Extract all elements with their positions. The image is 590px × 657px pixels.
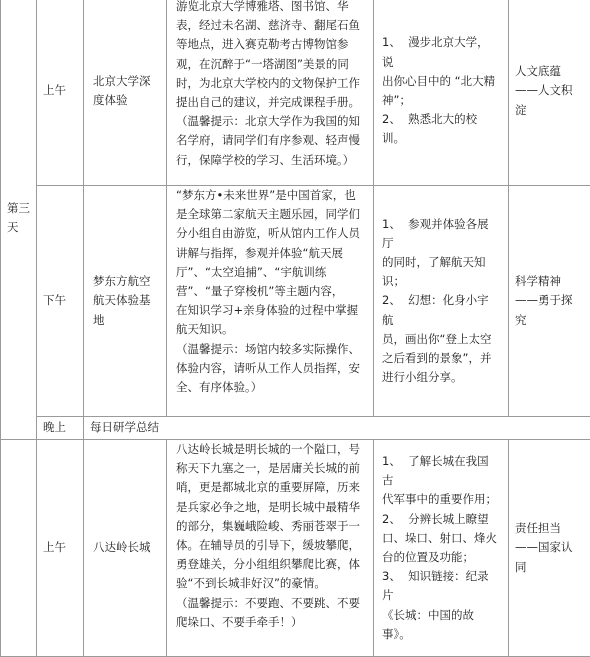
description-line: 名学府，请同学们有序参观、轻声慢 (176, 131, 367, 150)
goal-line: 口、垛口、射口、烽火 (382, 529, 500, 548)
day-cell (1, 440, 37, 657)
goal-line: 进行小组分享。 (382, 368, 500, 387)
description-line: 营”、“量子穿梭机”等主题内容， (176, 282, 367, 301)
description-line: 勇登雄关，分小组组织攀爬比赛，体 (176, 555, 367, 574)
description-line: 全、有序体验。） (176, 378, 367, 397)
table-row (1, 440, 590, 657)
description-line: 八达岭长城是明长城的一个隘口，号 (176, 440, 367, 459)
goal-line: 出你心目中的 “北大精 (382, 72, 500, 91)
description-line: 表，经过未名湖、慈济寺、翻尾石鱼 (176, 16, 367, 35)
description-line: 称天下九塞之一，是居庸关长城的前 (176, 459, 367, 478)
description-line: （温馨提示：场馆内较多实际操作、 (176, 340, 367, 359)
goal-line: 1、 参观并体验各展厅 (382, 215, 500, 253)
description-line: 体验内容，请听从工作人员指挥，安 (176, 359, 367, 378)
goal-line: 1、 漫步北京大学，说 (382, 33, 500, 71)
goal-line: 2、 幻想：化身小宇航 (382, 291, 500, 329)
goal-line: 1、 了解长城在我国古 (382, 452, 500, 490)
day-label: 第三天 (7, 199, 31, 237)
summary-text: 每日研学总结 (90, 420, 159, 434)
goal-line: 员，画出你“登上太空 (382, 330, 500, 349)
description-line: 的部分，集巍峨险峻、秀丽苍翠于一 (176, 517, 367, 536)
value-line: 淀 (515, 101, 584, 120)
value-line: ——人文积 (515, 81, 584, 100)
description-line: 讲解与指挥，参观并体验“航天展 (176, 244, 367, 263)
description-line: 体。在辅导员的引导下，缓坡攀爬， (176, 536, 367, 555)
goal-line: 台的位置及功能； (382, 548, 500, 567)
goal-line: 2、 熟悉北大的校训。 (382, 110, 500, 148)
site-name: 梦东方航空航天体验基地 (93, 272, 160, 330)
site-cell (84, 0, 167, 186)
description-line: 是兵家必争之地，是明长城中最精华 (176, 498, 367, 517)
description-line: 在知识学习+亲身体验的过程中掌握 (176, 301, 367, 320)
description-line: 是全球第二家航天主题乐园，同学们 (176, 205, 367, 224)
goal-line: 的同时，了解航天知 (382, 253, 500, 272)
period-cell (37, 440, 84, 657)
description-cell (167, 440, 374, 657)
goal-cell (374, 440, 509, 657)
description-line: “梦东方•未来世界”是中国首家，也 (176, 186, 367, 205)
description-line: 航天知识。 (176, 320, 367, 339)
period-label: 上午 (43, 540, 66, 554)
description-line: 验“不到长城非好汉”的豪情。 (176, 574, 367, 593)
description-line: 游览北京大学博雅塔、图书馆、华 (176, 0, 367, 16)
goal-cell (374, 186, 509, 417)
value-cell (509, 0, 590, 186)
goal-line: 识； (382, 272, 500, 291)
goal-line: 3、 知识链接：纪录片 (382, 567, 500, 605)
site-cell (84, 186, 167, 417)
period-label: 晚上 (43, 420, 66, 434)
period-label: 上午 (43, 83, 66, 97)
site-name: 八达岭长城 (93, 538, 160, 557)
site-name: 北京大学深度体验 (93, 72, 160, 110)
summary-cell (84, 417, 590, 440)
period-cell (37, 417, 84, 440)
goal-line: 之后看到的景象”，并 (382, 349, 500, 368)
period-label: 下午 (43, 293, 66, 307)
description-cell (167, 186, 374, 417)
site-cell (84, 440, 167, 657)
period-cell (37, 186, 84, 417)
goal-line: 事》。 (382, 625, 500, 644)
value-line: 人文底蕴 (515, 62, 584, 81)
goal-line: 代军事中的重要作用； (382, 490, 500, 509)
table-row (1, 186, 590, 417)
goal-line: 神”； (382, 91, 500, 110)
value-cell (509, 440, 590, 657)
goal-cell (374, 0, 509, 186)
description-line: 时，为北京大学校内的文物保护工作 (176, 74, 367, 93)
value-line: 究 (515, 311, 584, 330)
table-row (1, 0, 590, 186)
value-line: ——勇于探 (515, 291, 584, 310)
table-row (1, 417, 590, 440)
description-cell (167, 0, 374, 186)
period-cell (37, 0, 84, 186)
value-line: ——国家认 (515, 538, 584, 557)
description-line: （温馨提示：北京大学作为我国的知 (176, 112, 367, 131)
description-line: 厅”、“太空追捕”、“宇航训练 (176, 263, 367, 282)
description-line: 哨，更是都城北京的重要屏障，历来 (176, 478, 367, 497)
description-line: 行，保障学校的学习、生活环境。） (176, 151, 367, 170)
value-line: 责任担当 (515, 519, 584, 538)
value-line: 同 (515, 558, 584, 577)
description-line: 爬垛口、不要手牵手！） (176, 613, 367, 632)
description-line: （温馨提示：不要跑、不要跳、不要 (176, 594, 367, 613)
goal-line: 2、 分辨长城上瞭望 (382, 510, 500, 529)
day-cell (1, 0, 37, 440)
goal-line: 《长城：中国的故 (382, 606, 500, 625)
description-line: 观，在沉醉于“一塔湖图”美景的同 (176, 55, 367, 74)
value-line: 科学精神 (515, 272, 584, 291)
description-line: 提出自己的建议，并完成课程手册。 (176, 93, 367, 112)
description-line: 等地点，进入赛克勒考古博物馆参 (176, 35, 367, 54)
value-cell (509, 186, 590, 417)
description-line: 分小组自由游览，听从馆内工作人员 (176, 224, 367, 243)
